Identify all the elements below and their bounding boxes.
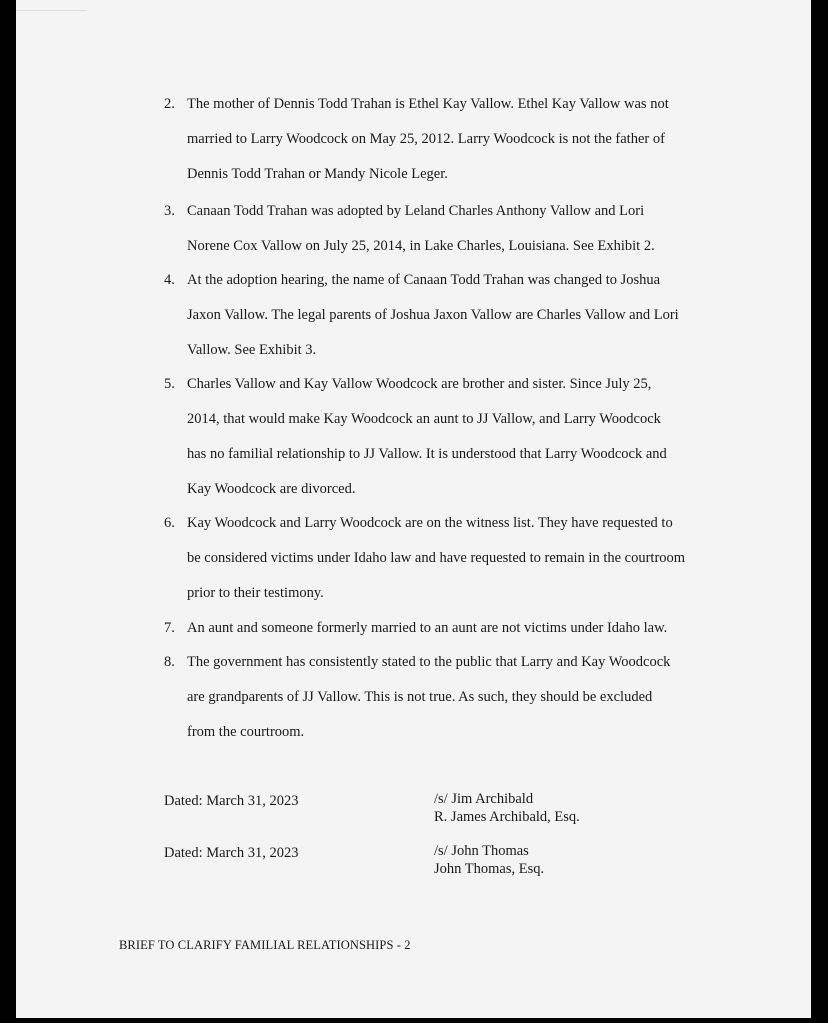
item-line: has no familial relationship to JJ Vallow. It is understood that Larry Woodcock and — [187, 446, 667, 462]
item-line: Kay Woodcock are divorced. — [187, 481, 356, 497]
item-line: 2014, that would make Kay Woodcock an aunt to JJ Vallow, and Larry Woodcock — [187, 411, 661, 427]
item-number: 7. — [164, 620, 175, 636]
item-line: Charles Vallow and Kay Vallow Woodcock are brother and sister. Since July 25, — [187, 376, 652, 392]
signer-name: R. James Archibald, Esq. — [434, 809, 580, 825]
item-line: are grandparents of JJ Vallow. This is not true. As such, they should be excluded — [187, 689, 653, 705]
item-line: The mother of Dennis Todd Trahan is Ethel Kay Vallow. Ethel Kay Vallow was not — [187, 96, 669, 112]
signer-name: John Thomas, Esq. — [434, 861, 545, 877]
item-line: Vallow. See Exhibit 3. — [187, 342, 317, 358]
item-number: 4. — [164, 272, 175, 288]
document-page — [16, 0, 811, 1018]
electronic-signature: /s/ John Thomas — [434, 843, 529, 859]
item-number: 2. — [164, 96, 175, 112]
page-footer: BRIEF TO CLARIFY FAMILIAL RELATIONSHIPS - 2 — [119, 938, 411, 952]
item-line: married to Larry Woodcock on May 25, 2012. Larry Woodcock is not the father of — [187, 131, 665, 147]
item-number: 8. — [164, 654, 175, 670]
item-line: Kay Woodcock and Larry Woodcock are on the witness list. They have requested to — [187, 515, 673, 531]
dated-line: Dated: March 31, 2023 — [164, 845, 299, 861]
item-line: be considered victims under Idaho law and have requested to remain in the courtroom — [187, 550, 686, 566]
item-number: 5. — [164, 376, 175, 392]
item-line: prior to their testimony. — [187, 585, 324, 601]
item-line: Canaan Todd Trahan was adopted by Leland Charles Anthony Vallow and Lori — [187, 203, 645, 219]
scan-edge-mark — [16, 0, 86, 11]
item-line: from the courtroom. — [187, 724, 305, 740]
item-line: Jaxon Vallow. The legal parents of Joshua Jaxon Vallow are Charles Vallow and Lori — [187, 307, 679, 323]
item-line: Norene Cox Vallow on July 25, 2014, in Lake Charles, Louisiana. See Exhibit 2. — [187, 238, 655, 254]
item-line: The government has consistently stated to the public that Larry and Kay Woodcock — [187, 654, 671, 670]
item-line: Dennis Todd Trahan or Mandy Nicole Leger. — [187, 166, 448, 182]
electronic-signature: /s/ Jim Archibald — [434, 791, 534, 807]
item-number: 6. — [164, 515, 175, 531]
item-number: 3. — [164, 203, 175, 219]
item-line: At the adoption hearing, the name of Canaan Todd Trahan was changed to Joshua — [187, 272, 661, 288]
item-line: An aunt and someone formerly married to an aunt are not victims under Idaho law. — [187, 620, 668, 636]
dated-line: Dated: March 31, 2023 — [164, 793, 299, 809]
